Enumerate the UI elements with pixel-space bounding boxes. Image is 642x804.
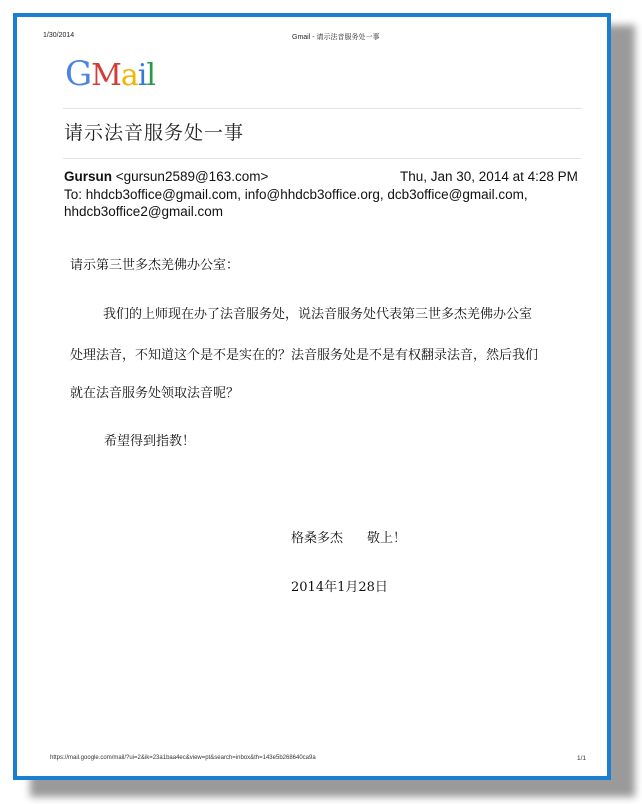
letter-line: 处理法音，不知道这个是不是实在的？法音服务处是不是有权翻录法音，然后我们 (70, 348, 539, 363)
logo-letter: l (146, 58, 155, 93)
divider (63, 108, 581, 109)
page-number: 1/1 (577, 755, 587, 762)
print-title: Gmail - 请示法音服务处一事 (292, 34, 380, 41)
logo-letter: G (65, 54, 92, 94)
sender-email: <gursun2589@163.com> (115, 169, 269, 184)
letter-salutation: 请示第三世多杰羌佛办公室： (70, 258, 240, 273)
letter-line: 就在法音服务处领取法音呢？ (70, 386, 240, 401)
message-date: Thu, Jan 30, 2014 at 4:28 PM (400, 169, 578, 184)
letter-closing: 希望得到指教！ (104, 434, 196, 449)
letter-line: 我们的上师现在办了法音服务处，说法音服务处代表第三世多杰羌佛办公室 (103, 307, 533, 322)
gmail-logo (65, 53, 165, 95)
divider (63, 158, 581, 159)
letter-respect: 敬上！ (367, 531, 407, 546)
sender-name: Gursun (64, 169, 113, 184)
print-url: https://mail.google.com/mail/?ui=2&ik=23a1baa4ec&view=pt&search=inbox&th=143e5b268640ca9a (50, 755, 316, 761)
recipients: To: hhdcb3office@gmail.com, info@hhdcb3office.org, dcb3office@gmail.com, hhdcb3office2@gmail.com (64, 187, 528, 219)
letter-signature: 格桑多杰 (291, 531, 344, 546)
letter-date: 2014年1月28日 (291, 580, 388, 595)
print-date: 1/30/2014 (43, 32, 75, 39)
logo-letter: M (91, 58, 121, 93)
logo-letter: i (137, 58, 147, 93)
email-subject: 请示法音服务处一事 (64, 122, 245, 144)
sender-line (64, 169, 268, 184)
logo-letter: a (120, 58, 138, 93)
